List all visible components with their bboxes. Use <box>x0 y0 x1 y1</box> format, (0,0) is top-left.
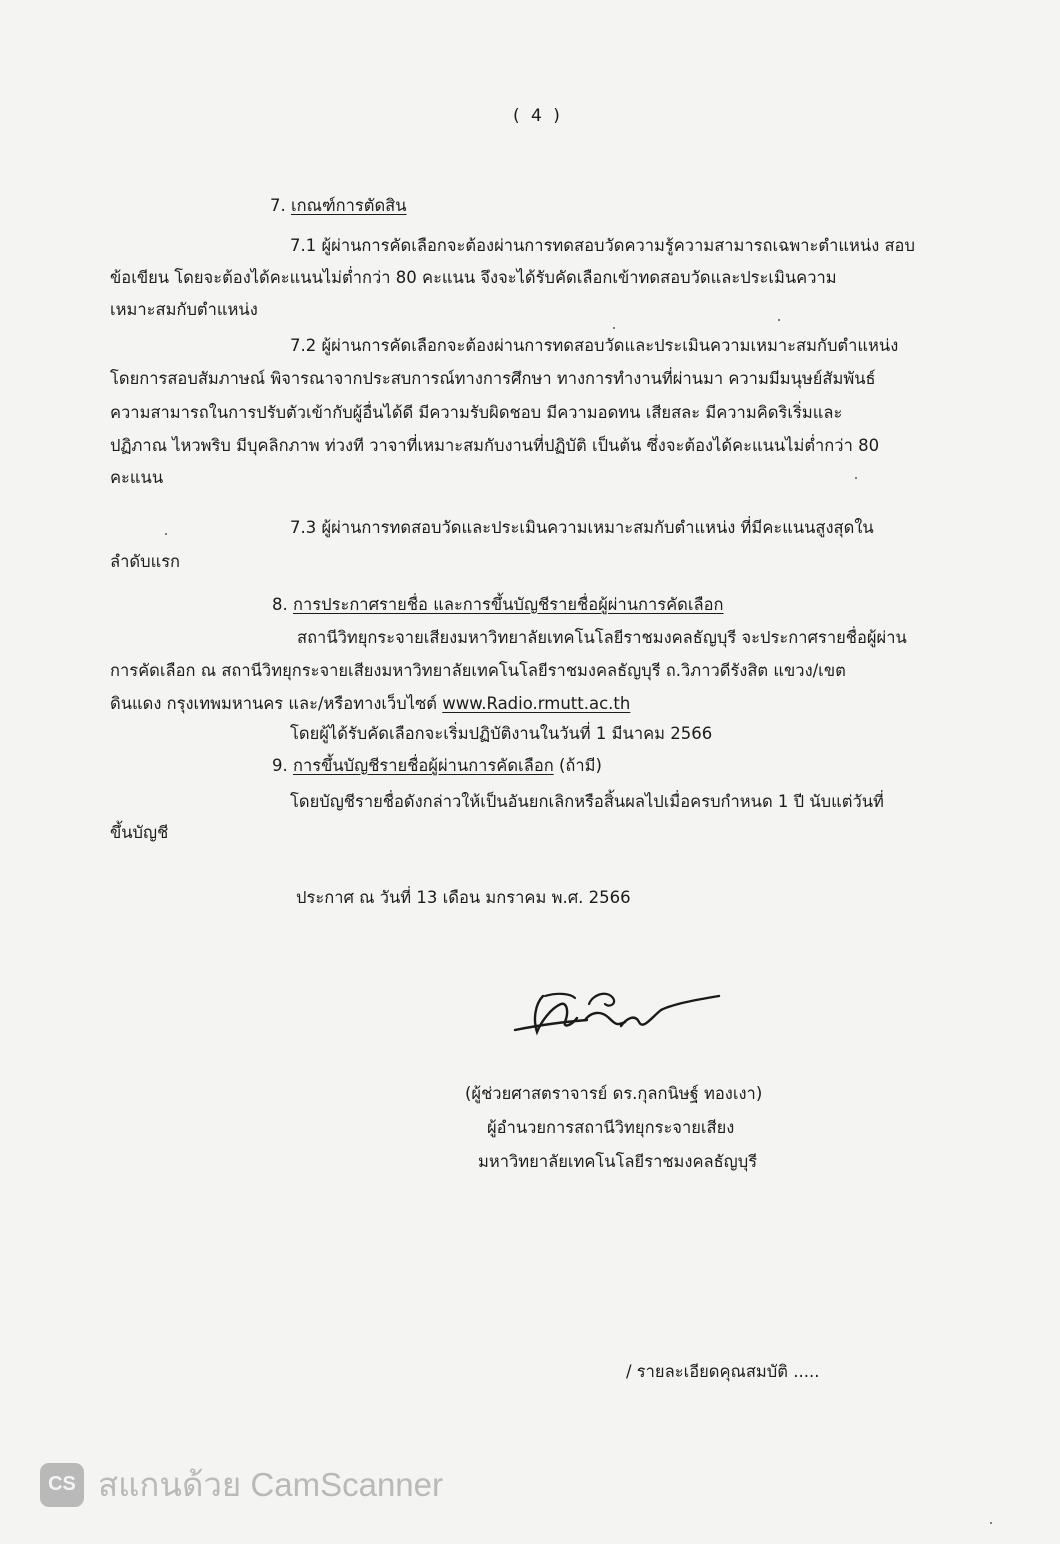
section7-p3-line2: ลำดับแรก <box>110 552 181 571</box>
section7-p1-line1: 7.1 ผู้ผ่านการคัดเลือกจะต้องผ่านการทดสอบวัดความรู้ความสามารถเฉพาะตำแหน่ง สอบ <box>290 236 915 255</box>
section9-number: 9. <box>272 756 288 775</box>
section7-p3-line1: 7.3 ผู้ผ่านการทดสอบวัดและประเมินความเหมาะสมกับตำแหน่ง ที่มีคะแนนสูงสุดใน <box>290 518 874 537</box>
camscanner-logo-icon <box>40 1463 84 1507</box>
section7-p2-line5: คะแนน <box>110 468 164 487</box>
signatory-position: ผู้อำนวยการสถานีวิทยุกระจายเสียง <box>487 1118 735 1137</box>
signature-image <box>505 982 735 1052</box>
section9-line2: ขึ้นบัญชี <box>110 823 169 842</box>
section8-line3-text: ดินแดง กรุงเทพมหานคร และ/หรือทางเว็บไซต์ <box>110 694 443 713</box>
section7-number: 7. <box>270 196 286 215</box>
camscanner-logo-text: CS <box>48 1473 76 1495</box>
continuation-note: / รายละเอียดคุณสมบัติ ..... <box>626 1362 820 1381</box>
section9-title: การขึ้นบัญชีรายชื่อผู้ผ่านการคัดเลือก <box>293 756 554 775</box>
section7-p2-line3: ความสามารถในการปรับตัวเข้ากับผู้อื่นได้ดี มีความรับผิดชอบ มีความอดทน เสียสละ มีความคิดริเริ่มและ <box>110 403 843 422</box>
signatory-organization: มหาวิทยาลัยเทคโนโลยีราชมงคลธัญบุรี <box>478 1152 758 1171</box>
section7-p2-line4: ปฏิภาณ ไหวพริบ มีบุคลิกภาพ ท่วงที วาจาที่เหมาะสมกับงานที่ปฏิบัติ เป็นต้น ซึ่งจะต้องได้คะแนนไม่ต่ำกว่า 80 <box>110 436 880 455</box>
scan-speck <box>778 319 780 321</box>
scan-speck <box>613 327 615 329</box>
scan-speck <box>855 477 857 479</box>
camscanner-text: สแกนด้วย CamScanner <box>98 1466 444 1503</box>
announcement-date: ประกาศ ณ วันที่ 13 เดือน มกราคม พ.ศ. 2566 <box>296 888 631 907</box>
section8-line1: สถานีวิทยุกระจายเสียงมหาวิทยาลัยเทคโนโลยีราชมงคลธัญบุรี จะประกาศรายชื่อผู้ผ่าน <box>297 628 907 647</box>
section9-line1: โดยบัญชีรายชื่อดังกล่าวให้เป็นอันยกเลิกหรือสิ้นผลไปเมื่อครบกำหนด 1 ปี นับแต่วันที่ <box>290 792 884 811</box>
section7-p2-line1: 7.2 ผู้ผ่านการคัดเลือกจะต้องผ่านการทดสอบวัดและประเมินความเหมาะสมกับตำแหน่ง <box>290 336 899 355</box>
section9-heading <box>272 750 602 781</box>
section8-line2: การคัดเลือก ณ สถานีวิทยุกระจายเสียงมหาวิทยาลัยเทคโนโลยีราชมงคลธัญบุรี ถ.วิภาวดีรังสิต แขวง/เขต <box>110 661 846 680</box>
page-number: ( 4 ) <box>513 106 563 126</box>
section7-p2-line2: โดยการสอบสัมภาษณ์ พิจารณาจากประสบการณ์ทางการศึกษา ทางการทำงานที่ผ่านมา ความมีมนุษย์สัมพันธ์ <box>110 369 876 388</box>
section7-p1-line2: ข้อเขียน โดยจะต้องได้คะแนนไม่ต่ำกว่า 80 คะแนน จึงจะได้รับคัดเลือกเข้าทดสอบวัดและประเมินความ <box>110 268 837 287</box>
website-link[interactable]: www.Radio.rmutt.ac.th <box>442 694 631 713</box>
section8-heading <box>272 589 724 620</box>
section7-p1-line3: เหมาะสมกับตำแหน่ง <box>110 300 258 319</box>
start-date-line: โดยผู้ได้รับคัดเลือกจะเริ่มปฏิบัติงานในวันที่ 1 มีนาคม 2566 <box>290 724 713 743</box>
section9-suffix: (ถ้ามี) <box>553 756 602 775</box>
camscanner-watermark <box>40 1458 443 1511</box>
section8-title: การประกาศรายชื่อ และการขึ้นบัญชีรายชื่อผู้ผ่านการคัดเลือก <box>293 595 724 614</box>
scan-speck <box>165 533 167 535</box>
signatory-name: (ผู้ช่วยศาสตราจารย์ ดร.กุลกนิษฐ์ ทองเงา) <box>465 1084 763 1103</box>
section7-heading <box>270 190 407 221</box>
section7-title: เกณฑ์การตัดสิน <box>291 196 407 215</box>
section8-number: 8. <box>272 595 288 614</box>
section8-line3 <box>110 688 630 719</box>
scan-speck <box>990 1522 992 1524</box>
